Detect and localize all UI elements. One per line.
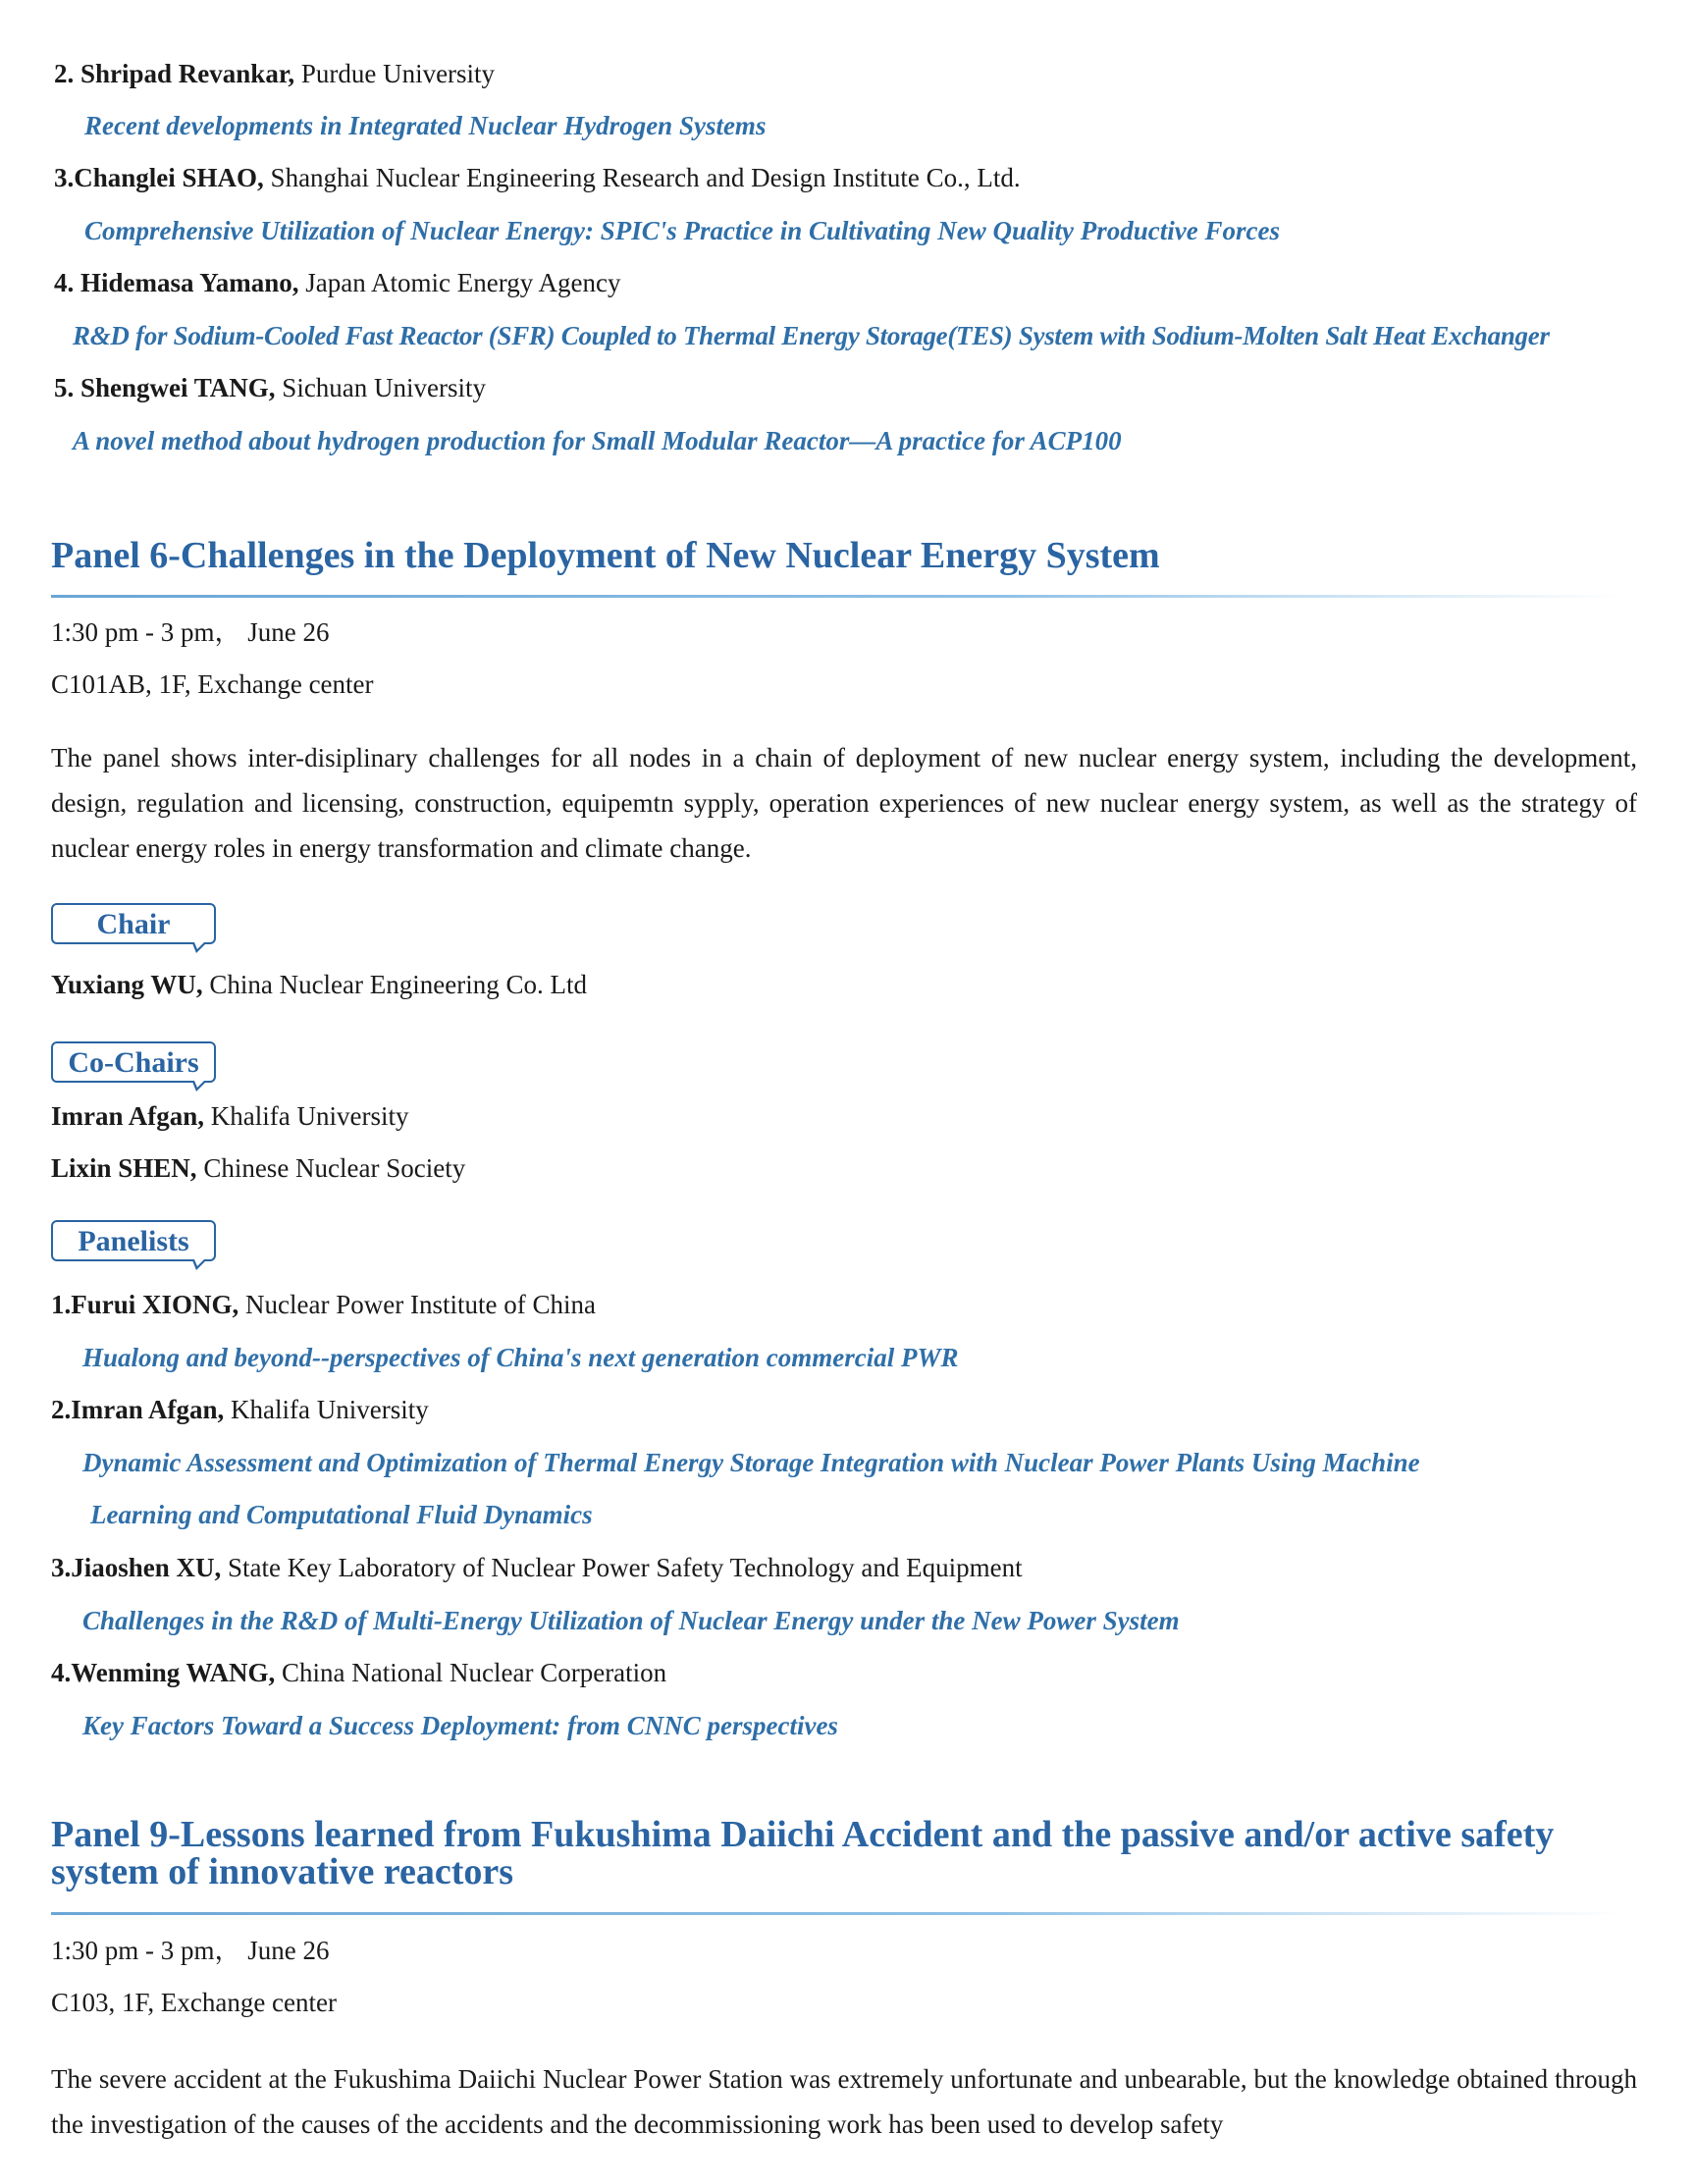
chair-label [51,903,216,944]
panelist-number: 3. [51,1553,72,1582]
chair-name: Yuxiang WU, [51,970,203,999]
cochair-entry [51,1151,465,1185]
cochairs-label [51,1041,216,1083]
panel-description: The panel shows inter-disiplinary challenges for all nodes in a chain of deployment of new nuclear energy system, including the development, design, regulation and licensing, construction, equipemtn sypply, operation experiences of new nuclear energy system, as well as the strategy of nuclear energy roles in energy transformation and climate change. [51,743,1637,863]
talk-title: Challenges in the R&D of Multi-Energy Utilization of Nuclear Energy under the New Power System [82,1606,1180,1635]
panelist-affiliation: Shanghai Nuclear Engineering Research and Design Institute Co., Ltd. [263,163,1021,192]
cochair-affiliation: Chinese Nuclear Society [196,1153,466,1183]
panelist-entry [54,371,486,404]
chair-affiliation: China Nuclear Engineering Co. Ltd [202,970,587,999]
chair-entry [51,968,587,1001]
session-time: 1:30 pm - 3 pm， June 26 [51,617,330,647]
talk-title: Dynamic Assessment and Optimization of Thermal Energy Storage Integration with Nuclear Power Plants Using Machine [82,1448,1420,1477]
panelist-affiliation: Nuclear Power Institute of China [238,1290,596,1319]
panelist-name: Changlei SHAO, [74,163,264,192]
title-divider [51,595,1621,598]
panel-description: The severe accident at the Fukushima Daiichi Nuclear Power Station was extremely unfortunate and unbearable, but the knowledge obtained through the investigation of the causes of the accidents and the decommissioning work has been used to develop safety [51,2064,1637,2139]
panelist-number: 2. [54,59,80,88]
panelist-affiliation: Japan Atomic Energy Agency [298,268,621,297]
panelist-entry [51,1551,1023,1584]
panelist-number: 3. [54,163,75,192]
talk-title: Key Factors Toward a Success Deployment: from CNNC perspectives [82,1711,838,1740]
talk-title: A novel method about hydrogen production for Small Modular Reactor—A practice for ACP100 [73,426,1122,455]
panelist-number: 4. [51,1658,72,1687]
panelist-affiliation: Khalifa University [224,1395,429,1424]
panelist-affiliation: China National Nuclear Corperation [275,1658,667,1687]
panel-title: Panel 9-Lessons learned from Fukushima Daiichi Accident and the passive and/or active safety [51,1814,1555,1855]
cochair-name: Imran Afgan, [51,1101,205,1131]
panel-title: Panel 6-Challenges in the Deployment of New Nuclear Energy System [51,535,1160,576]
session-location: C101AB, 1F, Exchange center [51,669,374,699]
panelist-name: Hidemasa Yamano, [80,268,299,297]
session-location: C103, 1F, Exchange center [51,1988,338,2017]
talk-title: Comprehensive Utilization of Nuclear Energy: SPIC's Practice in Cultivating New Quality Productive Forces [84,216,1280,245]
panelists-label [51,1220,216,1261]
panelist-name: Shripad Revankar, [80,59,295,88]
cochair-name: Lixin SHEN, [51,1153,197,1183]
panelist-number: 2. [51,1395,72,1424]
talk-title: Hualong and beyond--perspectives of China's next generation commercial PWR [82,1343,959,1372]
panelist-number: 4. [54,268,80,297]
talk-title-continued: Learning and Computational Fluid Dynamics [90,1500,593,1529]
panelist-entry [54,57,495,90]
panelist-entry [54,161,1021,194]
cochair-affiliation: Khalifa University [204,1101,409,1131]
cochair-entry [51,1099,408,1133]
panelist-name: Furui XIONG, [71,1290,239,1319]
panelist-number: 1. [51,1290,72,1319]
panel-title-continued: system of innovative reactors [51,1851,514,1892]
panelist-entry [51,1393,429,1426]
panelist-name: Shengwei TANG, [80,373,276,402]
panelist-number: 5. [54,373,80,402]
panelist-affiliation: State Key Laboratory of Nuclear Power Safety Technology and Equipment [221,1553,1023,1582]
talk-title: R&D for Sodium-Cooled Fast Reactor (SFR) Coupled to Thermal Energy Storage(TES) System with Sodium-Molten Salt Heat Exchanger [73,321,1550,350]
title-divider [51,1912,1621,1915]
talk-title: Recent developments in Integrated Nuclear Hydrogen Systems [84,111,767,140]
panelist-affiliation: Purdue University [294,59,496,88]
chair-label-text: Chair [96,908,171,940]
cochairs-label-text: Co-Chairs [68,1046,199,1079]
panelist-entry [51,1288,596,1321]
panelist-entry [54,266,620,299]
session-time: 1:30 pm - 3 pm， June 26 [51,1936,330,1965]
panelist-entry [51,1656,666,1689]
panelist-name: Wenming WANG, [71,1658,276,1687]
panelist-name: Imran Afgan, [71,1395,225,1424]
panelists-label-text: Panelists [78,1225,189,1257]
panelist-name: Jiaoshen XU, [71,1553,222,1582]
panelist-affiliation: Sichuan University [275,373,487,402]
